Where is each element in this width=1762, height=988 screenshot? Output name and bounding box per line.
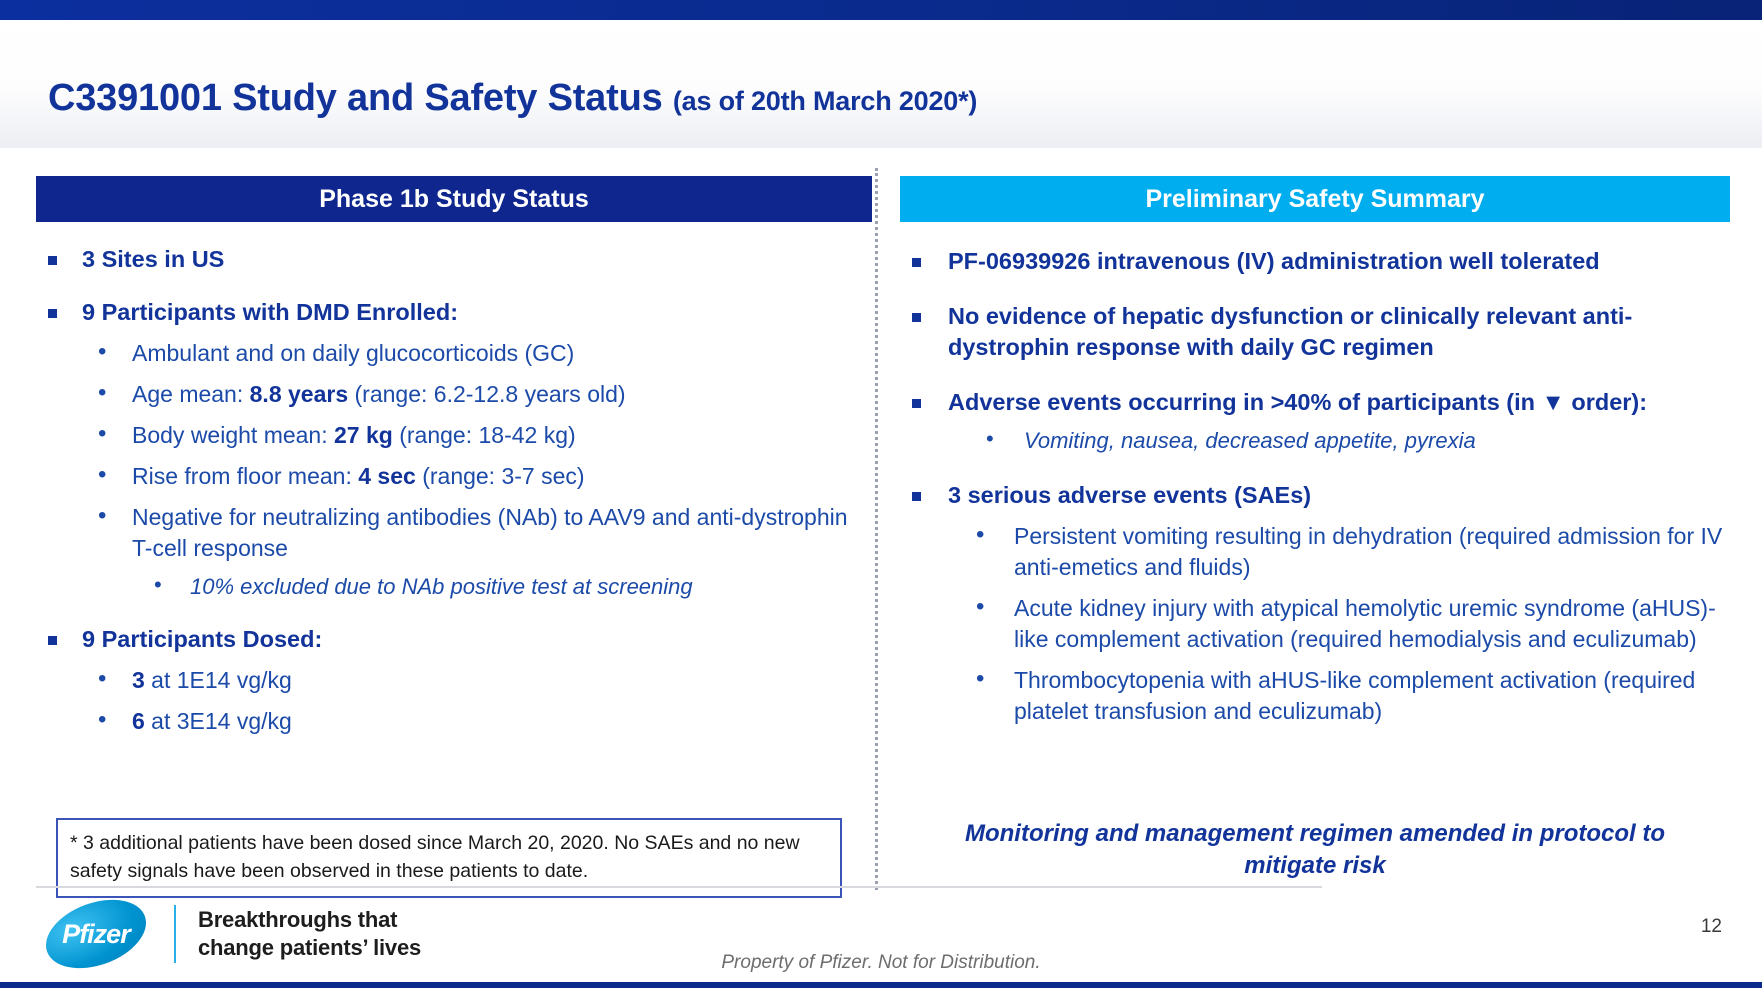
top-accent-bar-gradient xyxy=(0,0,1762,20)
bullet-no-hepatic-dysfunction: No evidence of hepatic dysfunction or clinically relevant anti-dystrophin response with daily GC regimen xyxy=(900,301,1730,363)
list-item-ambulant xyxy=(82,338,872,369)
left-column-header: Phase 1b Study Status xyxy=(36,176,872,222)
left-column xyxy=(36,176,872,737)
bullet-adverse-events-label: Adverse events occurring in >40% of participants (in ▼ order): xyxy=(948,389,1648,415)
bullet-sae-label: 3 serious adverse events (SAEs) xyxy=(948,482,1312,508)
bullet-dosed-label: 9 Participants Dosed: xyxy=(82,626,323,652)
sub-text-post: (range: 6.2-12.8 years old) xyxy=(348,381,626,407)
bullet-serious-adverse-events xyxy=(900,480,1730,727)
list-item-common-aes: • Vomiting, nausea, decreased appetite, pyrexia xyxy=(948,426,1730,456)
nab-sublist xyxy=(132,572,872,602)
list-item-body-weight xyxy=(82,420,872,451)
sub-text-bold: 3 xyxy=(132,667,145,693)
enrolled-sublist xyxy=(82,338,872,602)
pfizer-wordmark: Pfizer xyxy=(62,918,130,949)
title-band xyxy=(0,20,1762,148)
bullet-adverse-events xyxy=(900,387,1730,456)
bullet-sites-label: 3 Sites in US xyxy=(82,246,225,272)
list-item-rise-from-floor xyxy=(82,461,872,492)
property-notice: Property of Pfizer. Not for Distribution. xyxy=(721,952,1041,973)
sub-text-post: at 1E14 vg/kg xyxy=(144,667,292,693)
page-number: 12 xyxy=(1700,916,1722,937)
top-accent-bar xyxy=(0,0,1762,20)
list-item-nab-excluded: • 10% excluded due to NAb positive test at screening xyxy=(132,572,872,602)
bullet-well-tolerated: PF-06939926 intravenous (IV) administration well tolerated xyxy=(900,246,1730,277)
page-title-main: C3391001 Study and Safety Status xyxy=(48,77,663,119)
footer-divider xyxy=(36,886,1322,888)
sub-text-pre: Ambulant and on daily glucocorticoids (GC) xyxy=(132,340,575,366)
sub-text-post: at 3E14 vg/kg xyxy=(144,708,292,734)
list-item-sae-vomiting: • Persistent vomiting resulting in dehydration (required admission for IV anti-emetics and fluids) xyxy=(948,521,1730,583)
adverse-events-sublist xyxy=(948,426,1730,456)
sub-text-bold: 27 kg xyxy=(334,422,393,448)
footnote-box: * 3 additional patients have been dosed since March 20, 2020. No SAEs and no new safety signals have been observed in these patients to date. xyxy=(56,818,842,898)
bullet-sites xyxy=(36,244,872,275)
right-column xyxy=(900,176,1730,727)
bullet-enrolled-label: 9 Participants with DMD Enrolled: xyxy=(82,299,459,325)
right-bullet-list xyxy=(900,246,1730,727)
bottom-accent-bar xyxy=(0,982,1762,988)
sub-text-post: (range: 3-7 sec) xyxy=(415,463,585,489)
sub-text-bold: 6 xyxy=(132,708,145,734)
dosed-sublist xyxy=(82,665,872,737)
sub-text-bold: 8.8 years xyxy=(249,381,349,407)
tagline-line-1: Breakthroughs that xyxy=(198,907,398,932)
list-item-age-mean xyxy=(82,379,872,410)
slide-footer xyxy=(0,890,1762,988)
left-bullet-list xyxy=(36,244,872,737)
page-title-subtitle: (as of 20th March 2020*) xyxy=(672,86,978,116)
sub-text-pre: Age mean: xyxy=(132,381,250,407)
column-divider xyxy=(875,168,878,890)
tagline-line-2: change patients’ lives xyxy=(198,935,422,960)
sub-text-pre: Body weight mean: xyxy=(132,422,335,448)
list-item-sae-kidney-injury: • Acute kidney injury with atypical hemolytic uremic syndrome (aHUS)-like complement activation (required hemodialysis and eculizumab) xyxy=(948,593,1730,655)
bullet-dosed xyxy=(36,624,872,737)
right-column-header: Preliminary Safety Summary xyxy=(900,176,1730,222)
bullet-enrolled xyxy=(36,297,872,602)
list-item-dose-3e14 xyxy=(82,706,872,737)
sub-text-bold: 4 sec xyxy=(358,463,416,489)
list-item-sae-thrombocytopenia: • Thrombocytopenia with aHUS-like complement activation (required platelet transfusion and eculizumab) xyxy=(948,665,1730,727)
list-item-nab-negative xyxy=(82,502,872,602)
sae-sublist xyxy=(948,521,1730,727)
page-title xyxy=(48,77,977,120)
sub-text-pre: Rise from floor mean: xyxy=(132,463,359,489)
sub-text-pre: Negative for neutralizing antibodies (NAb) to AAV9 and anti-dystrophin T-cell response xyxy=(132,504,848,561)
closing-statement: Monitoring and management regimen amended in protocol to mitigate risk xyxy=(964,820,1666,879)
sub-text-post: (range: 18-42 kg) xyxy=(392,422,576,448)
list-item-dose-1e14 xyxy=(82,665,872,696)
